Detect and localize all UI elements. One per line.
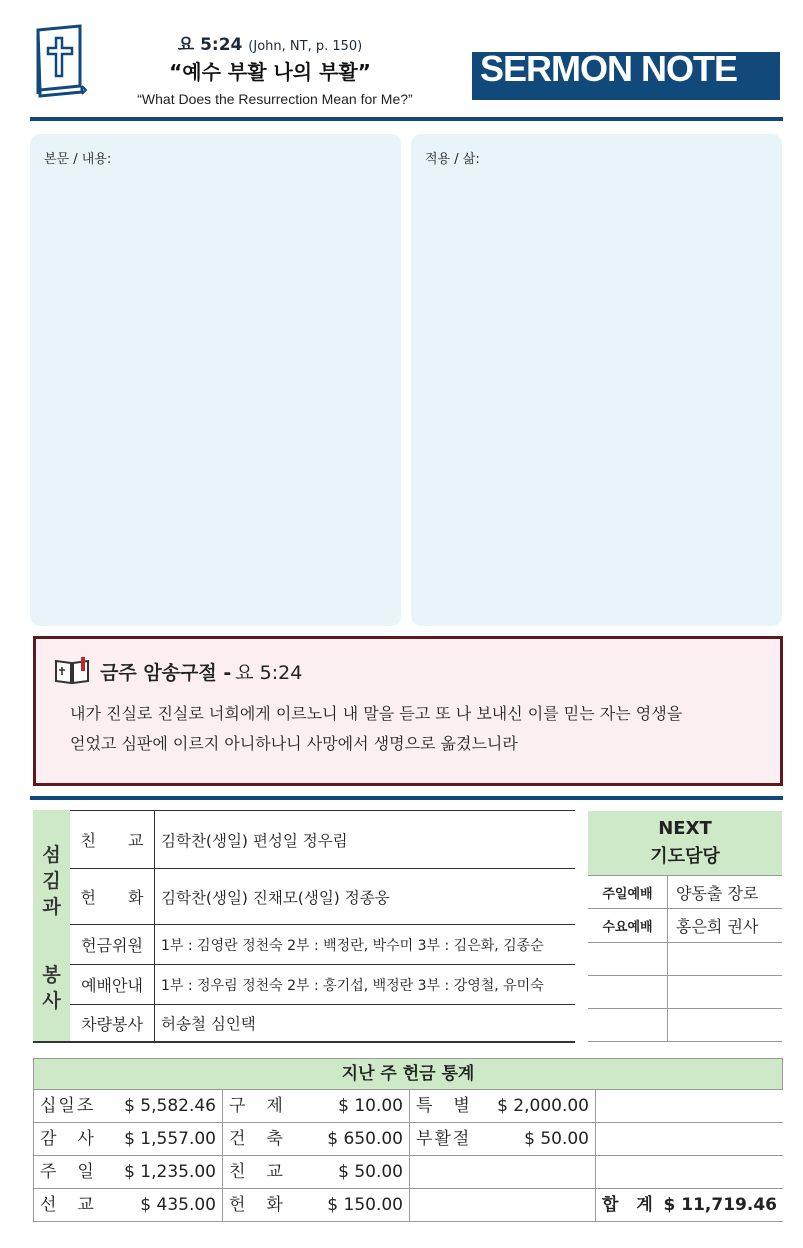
offering-cell: 건 축 $ 650.00 [223, 1123, 410, 1156]
side-char: 섬 [42, 844, 61, 866]
service-side-label [33, 810, 70, 1042]
offering-cell [596, 1123, 783, 1156]
service-row-key: 차량봉사 [70, 1005, 155, 1041]
offering-cell: 주 일 $ 1,235.00 [33, 1156, 223, 1189]
service-row-value: 허송철 심인택 [161, 1015, 256, 1033]
next-prayer-key [588, 976, 668, 1008]
next-prayer-row [588, 1009, 782, 1042]
offering-cell [410, 1189, 596, 1222]
service-row-key: 친 교 [70, 811, 155, 868]
header [0, 0, 803, 118]
service-row-key: 예배안내 [70, 965, 155, 1004]
service-row-value: 1부 : 김영란 정천숙 2부 : 백정란, 박수미 3부 : 김은화, 김종순 [161, 937, 544, 954]
sermon-title-english: “What Does the Resurrection Mean for Me?” [137, 91, 413, 107]
sermon-title-korean: “예수 부활 나의 부활” [169, 60, 371, 84]
offering-stats-grid [33, 1090, 783, 1222]
service-table-bottom [33, 1041, 575, 1043]
scripture-reference: 요 5:24 (John, NT, p. 150) [177, 35, 363, 55]
memory-verse-box [33, 636, 783, 786]
offering-cell: 선 교 $ 435.00 [33, 1189, 223, 1222]
offering-cell: 특 별 $ 2,000.00 [410, 1090, 596, 1123]
offering-cell: 헌 화 $ 150.00 [223, 1189, 410, 1222]
next-prayer-heading: NEXT 기도담당 [588, 811, 782, 875]
offering-total-cell: 합 계 $ 11,719.46 [596, 1189, 783, 1222]
side-char: 과 [42, 896, 61, 918]
offering-cell [596, 1156, 783, 1189]
next-prayer-row [588, 875, 782, 909]
offering-cell: 구 제 $ 10.00 [223, 1090, 410, 1123]
service-row-offering-committee [70, 924, 575, 964]
service-row-flowers [70, 868, 575, 924]
notes-content-label: 본문 / 내용: [44, 152, 112, 167]
side-char: 김 [42, 870, 61, 892]
offering-cell [410, 1156, 596, 1189]
section-divider [30, 796, 783, 800]
offering-cell: 부활절 $ 50.00 [410, 1123, 596, 1156]
service-row-key: 헌금위원 [70, 925, 155, 964]
bible-icon [30, 24, 90, 100]
next-prayer-row [588, 943, 782, 976]
next-prayer-key: 수요예배 [588, 909, 668, 942]
notes-application-label: 적용 / 삶: [425, 152, 480, 167]
service-row-value: 1부 : 정우림 정천숙 2부 : 홍기섭, 백정란 3부 : 강영철, 유미숙 [161, 977, 544, 994]
service-row-value: 김학찬(생일) 진채모(생일) 정종웅 [161, 888, 390, 907]
service-row-value: 김학찬(생일) 편성일 정우림 [161, 831, 348, 850]
side-char: 사 [42, 990, 61, 1012]
next-prayer-value: 홍은희 권사 [676, 917, 759, 936]
sermon-note-badge: SERMON NOTE [480, 48, 738, 89]
service-row-ushers [70, 964, 575, 1004]
next-prayer-key [588, 1009, 668, 1041]
service-row-key: 헌 화 [70, 869, 155, 924]
notes-application-panel[interactable] [411, 134, 782, 626]
next-prayer-key [588, 943, 668, 975]
open-book-icon [54, 657, 90, 685]
memory-verse-text: 내가 진실로 진실로 너희에게 이르노니 내 말을 듣고 또 나 보내신 이를 믿는 자는 영생을 얻었고 심판에 이르지 아니하나니 사망에서 생명으로 옮겼느니라 [70, 704, 683, 753]
next-prayer-row [588, 909, 782, 943]
offering-cell [596, 1090, 783, 1123]
notes-content-panel[interactable] [30, 134, 401, 626]
side-char: 봉 [42, 964, 61, 986]
service-row-fellowship [70, 810, 575, 868]
service-row-transport [70, 1004, 575, 1041]
offering-stats-title: 지난 주 헌금 통계 [33, 1058, 783, 1090]
offering-cell: 감 사 $ 1,557.00 [33, 1123, 223, 1156]
offering-cell: 친 교 $ 50.00 [223, 1156, 410, 1189]
next-prayer-row [588, 976, 782, 1009]
next-prayer-value: 양동출 장로 [676, 883, 759, 903]
memory-verse-heading: 금주 암송구절 - 요 5:24 [54, 657, 302, 685]
header-divider [30, 117, 783, 121]
offering-cell: 십일조 $ 5,582.46 [33, 1090, 223, 1123]
next-prayer-key: 주일예배 [588, 876, 668, 908]
